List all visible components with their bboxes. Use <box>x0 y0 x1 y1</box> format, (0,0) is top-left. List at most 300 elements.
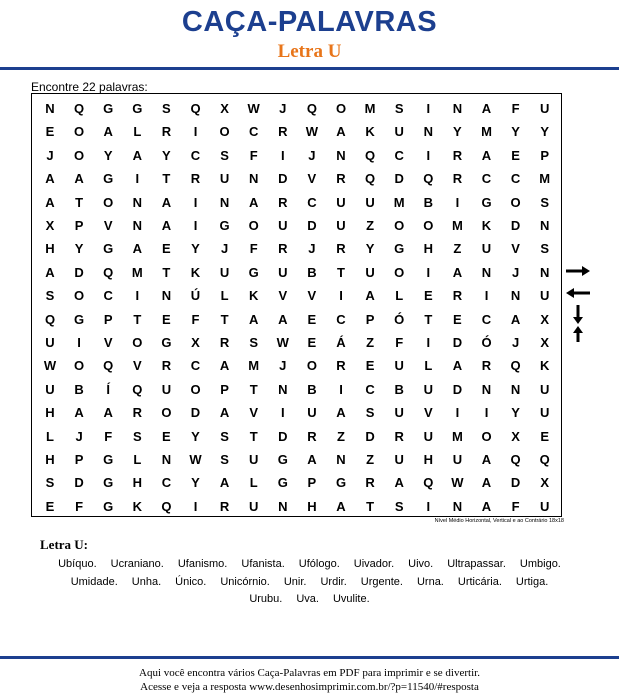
grid-cell: V <box>307 288 317 304</box>
grid-cell: W <box>43 358 57 374</box>
instructions: Encontre 22 palavras: <box>31 80 148 94</box>
grid-cell: M <box>248 358 260 374</box>
grid-cell: J <box>308 241 316 257</box>
grid-cell: U <box>539 288 550 304</box>
word-list-item: Urgente. <box>360 575 403 588</box>
grid-cell: J <box>511 335 520 350</box>
grid-cell: A <box>161 218 172 233</box>
grid-cell: R <box>452 171 463 187</box>
grid-cell: U <box>365 194 375 210</box>
grid-cell: R <box>219 498 230 514</box>
grid-cell: O <box>74 124 85 140</box>
grid-cell: O <box>248 218 259 233</box>
grid-cell: Z <box>366 335 375 350</box>
grid-cell: Y <box>191 241 200 257</box>
word-search-grid <box>31 93 562 517</box>
grid-cell: E <box>162 311 171 327</box>
grid-cell: O <box>132 335 143 350</box>
grid-cell: A <box>510 311 521 327</box>
grid-cell: Q <box>44 311 56 327</box>
grid-cell: W <box>305 124 319 140</box>
word-list-item: Ufanismo. <box>177 558 228 570</box>
grid-cell: I <box>426 335 431 350</box>
word-list-item: Uivador. <box>353 558 395 570</box>
grid-cell: R <box>365 475 375 491</box>
grid-cell: A <box>161 194 172 210</box>
direction-arrows <box>564 260 594 345</box>
grid-cell: M <box>539 171 551 187</box>
grid-cell: R <box>278 124 288 140</box>
grid-cell: Y <box>191 428 200 444</box>
grid-cell: F <box>511 498 520 514</box>
grid-cell: U <box>539 101 550 116</box>
grid-cell: B <box>394 381 404 397</box>
grid-cell: A <box>74 171 84 187</box>
grid-cell: X <box>220 101 229 116</box>
grid-cell: I <box>193 124 198 140</box>
grid-cell: A <box>219 358 230 374</box>
grid-cell: G <box>219 218 230 233</box>
grid-cell: W <box>247 101 260 116</box>
grid-cell: S <box>365 405 375 421</box>
grid-cell: O <box>510 194 521 210</box>
grid-cell: U <box>394 358 404 374</box>
grid-cell: I <box>484 405 489 421</box>
word-list-item: Ubíquo. <box>58 558 97 570</box>
grid-cell: P <box>365 311 375 327</box>
grid-cell: W <box>276 335 289 350</box>
grid-cell: U <box>365 264 375 280</box>
grid-cell: H <box>132 475 142 491</box>
grid-cell: X <box>511 428 520 444</box>
grid-cell: Q <box>132 381 143 397</box>
grid-cell: T <box>75 194 84 210</box>
grid-cell: K <box>132 498 142 514</box>
grid-cell: O <box>394 218 405 233</box>
grid-cell: U <box>481 241 492 257</box>
grid-cell: T <box>162 264 171 280</box>
grid-cell: A <box>45 194 55 210</box>
footer-rule <box>0 656 619 659</box>
grid-cell: A <box>365 288 375 304</box>
grid-cell: V <box>103 218 113 233</box>
grid-cell: A <box>248 194 259 210</box>
grid-cell: M <box>451 218 463 233</box>
grid-cell: S <box>220 147 229 163</box>
grid-cell: L <box>46 428 54 444</box>
grid-cell: G <box>103 171 114 187</box>
grid-cell: W <box>451 475 464 491</box>
grid-cell: D <box>394 171 404 187</box>
grid-cell: N <box>452 101 463 116</box>
grid-cell: C <box>190 358 201 374</box>
grid-cell: I <box>426 264 431 280</box>
grid-cell: S <box>45 475 55 491</box>
grid-cell: N <box>132 194 142 210</box>
grid-cell: Y <box>511 124 520 140</box>
grid-cell: M <box>364 101 376 116</box>
grid-cell: R <box>132 405 142 421</box>
grid-cell: I <box>135 171 140 187</box>
grid-cell: A <box>452 264 463 280</box>
grid-cell: X <box>540 311 550 327</box>
grid-cell: Q <box>423 171 434 187</box>
grid-cell: J <box>46 147 54 163</box>
grid-cell: T <box>162 171 171 187</box>
arrow-right-icon <box>566 266 590 276</box>
grid-cell: R <box>336 241 346 257</box>
grid-cell: B <box>307 264 317 280</box>
grid-cell: O <box>394 264 405 280</box>
grid-cell: D <box>307 218 317 233</box>
grid-cell: U <box>307 405 317 421</box>
grid-cell: N <box>452 498 463 514</box>
grid-cell: Q <box>423 475 434 491</box>
grid-cell: G <box>103 475 114 491</box>
grid-cell: T <box>220 311 229 327</box>
grid-cell: P <box>307 475 317 491</box>
grid-cell: G <box>277 452 288 467</box>
grid-cell: A <box>452 358 463 374</box>
grid-cell: Ú <box>190 288 201 304</box>
grid-cell: Q <box>539 452 550 467</box>
grid-cell: G <box>277 475 288 491</box>
grid-cell: I <box>135 288 140 304</box>
grid-cell: N <box>132 218 142 233</box>
grid-cell: I <box>426 147 431 163</box>
word-list-item: Ultrapassar. <box>447 558 506 570</box>
grid-cell: N <box>336 452 346 467</box>
grid-cell: A <box>481 475 492 491</box>
grid-cell: S <box>220 428 229 444</box>
grid-cell: Y <box>511 405 520 421</box>
grid-cell: F <box>249 241 258 257</box>
grid-cell: I <box>426 101 431 116</box>
grid-cell: A <box>394 475 404 491</box>
grid-cell: H <box>307 498 317 514</box>
grid-cell: J <box>308 147 316 163</box>
word-list-item: Único. <box>175 575 207 588</box>
grid-cell: V <box>511 241 520 257</box>
grid-cell: I <box>77 335 81 350</box>
grid-cell: Á <box>336 335 346 350</box>
grid-cell: S <box>540 241 550 257</box>
grid-cell: G <box>132 101 143 116</box>
grid-cell: A <box>307 452 317 467</box>
grid-cell: U <box>394 124 404 140</box>
grid-cell: C <box>248 124 259 140</box>
grid-cell: A <box>248 311 259 327</box>
grid-cell: O <box>335 101 347 116</box>
grid-cell: E <box>307 311 317 327</box>
grid-cell: L <box>133 452 142 467</box>
grid-cell: Q <box>103 264 114 280</box>
grid-cell: X <box>45 218 55 233</box>
grid-cell: A <box>481 147 492 163</box>
grid-cell: U <box>45 335 55 350</box>
grid-cell: V <box>278 288 288 304</box>
grid-cell: D <box>278 428 288 444</box>
grid-cell: H <box>423 241 433 257</box>
word-list-item: Umidade. <box>70 575 118 588</box>
grid-cell: O <box>306 358 317 374</box>
grid-cell: V <box>307 171 317 187</box>
word-list-title: Letra U: <box>40 537 89 552</box>
grid-cell: E <box>365 358 375 374</box>
grid-cell: I <box>339 381 343 397</box>
grid-cell: Y <box>191 475 200 491</box>
grid-cell: I <box>193 498 198 514</box>
grid-cell: Q <box>161 498 172 514</box>
grid-cell: V <box>423 405 433 421</box>
grid-cell: A <box>219 475 230 491</box>
grid-cell: S <box>394 101 404 116</box>
grid-cell: X <box>540 475 550 491</box>
grid-cell: E <box>45 498 55 514</box>
grid-cell: R <box>481 358 492 374</box>
word-list-item: Ucraniano. <box>110 558 164 570</box>
grid-cell: A <box>219 405 230 421</box>
grid-cell: W <box>189 452 202 467</box>
grid-cell: C <box>481 171 492 187</box>
grid-cell: Z <box>366 218 375 233</box>
grid-cell: U <box>394 405 404 421</box>
grid-cell: O <box>74 358 85 374</box>
grid-cell: E <box>511 147 520 163</box>
grid-cell: I <box>339 288 343 304</box>
grid-cell: N <box>278 498 288 514</box>
grid-cell: Y <box>103 147 113 163</box>
grid-cell: F <box>104 428 113 444</box>
grid-cell: I <box>280 147 285 163</box>
footer-line-2: Acesse e veja a resposta www.desenhosimprimir.com.br/?p=11540/#resposta <box>140 681 479 693</box>
grid-cell: U <box>278 264 288 280</box>
grid-cell: R <box>394 428 404 444</box>
page-subtitle: Letra U <box>277 41 342 62</box>
grid-cell: D <box>74 264 84 280</box>
grid-cell: U <box>336 218 346 233</box>
grid-cell: Y <box>74 241 84 257</box>
grid-cell: L <box>220 288 229 304</box>
grid-cell: C <box>510 171 521 187</box>
grid-cell: Z <box>453 241 462 257</box>
grid-cell: A <box>103 405 113 421</box>
grid-cell: T <box>249 381 258 397</box>
grid-cell: Ó <box>394 311 405 327</box>
word-list <box>16 556 603 609</box>
grid-cell: M <box>393 194 405 210</box>
grid-cell: N <box>219 194 230 210</box>
word-list-item: Unha. <box>131 575 162 588</box>
grid-cell: G <box>335 475 347 491</box>
grid-cell: R <box>307 428 317 444</box>
grid-cell: P <box>74 218 84 233</box>
grid-cell: U <box>336 194 346 210</box>
grid-cell: Q <box>365 147 376 163</box>
grid-cell: I <box>426 498 431 514</box>
grid-cell: D <box>452 335 463 350</box>
grid-cell: O <box>74 147 85 163</box>
grid-cell: L <box>395 288 404 304</box>
word-list-item: Umbigo. <box>519 558 561 570</box>
grid-cell: O <box>423 218 434 233</box>
grid-cell: U <box>219 264 230 280</box>
grid-cell: B <box>74 381 84 397</box>
grid-cell: G <box>74 311 85 327</box>
grid-cell: N <box>539 264 550 280</box>
grid-cell: U <box>423 428 433 444</box>
grid-cell: O <box>161 405 172 421</box>
grid-cell: T <box>249 428 258 444</box>
grid-cell: E <box>162 428 171 444</box>
page-title: CAÇA-PALAVRAS <box>181 6 438 38</box>
grid-cell: D <box>278 171 288 187</box>
grid-cell: G <box>103 452 114 467</box>
grid-cell: Y <box>365 241 375 257</box>
grid-cell: Q <box>103 358 114 374</box>
grid-cell: O <box>190 381 201 397</box>
grid-cell: N <box>336 147 346 163</box>
grid-cell: R <box>278 241 288 257</box>
grid-cell: E <box>453 311 462 327</box>
grid-cell: Y <box>162 147 171 163</box>
word-list-item: Unir. <box>283 575 307 588</box>
grid-cell: F <box>191 311 200 327</box>
grid-cell: I <box>280 405 285 421</box>
grid-cell: N <box>45 101 55 116</box>
grid-cell: Z <box>337 428 345 444</box>
grid-cell: K <box>190 264 201 280</box>
grid-cell: R <box>161 358 172 374</box>
grid-cell: P <box>220 381 229 397</box>
grid-cell: C <box>190 147 201 163</box>
grid-cell: E <box>423 288 433 304</box>
grid-cell: D <box>365 428 375 444</box>
grid-cell: N <box>278 381 288 397</box>
grid-cell: Y <box>540 124 550 140</box>
grid-cell: B <box>423 194 433 210</box>
grid-cell: K <box>481 218 492 233</box>
grid-cell: J <box>220 241 229 257</box>
word-list-item: Urubu. <box>249 593 283 605</box>
word-list-item: Uvulite. <box>332 593 370 605</box>
grid-cell: A <box>481 498 492 514</box>
grid-cell: I <box>193 194 198 210</box>
grid-cell: V <box>103 335 113 350</box>
grid-cell: G <box>103 498 114 514</box>
grid-cell: O <box>103 194 114 210</box>
grid-cell: M <box>451 428 463 444</box>
grid-cell: A <box>132 241 142 257</box>
grid-cell: H <box>45 452 55 467</box>
grid-cell: Y <box>453 124 462 140</box>
grid-cell: Q <box>365 171 376 187</box>
grid-cell: M <box>131 264 143 280</box>
grid-cell: Ó <box>481 335 492 350</box>
arrow-up-icon <box>573 326 583 342</box>
grid-cell: N <box>510 381 521 397</box>
grid-cell: N <box>423 124 433 140</box>
grid-cell: R <box>336 171 346 187</box>
grid-cell: I <box>455 194 460 210</box>
grid-cell: O <box>74 288 85 304</box>
grid-cell: H <box>423 452 433 467</box>
word-list-item: Uivo. <box>408 558 434 570</box>
grid-cell: D <box>510 475 521 491</box>
grid-cell: A <box>74 405 84 421</box>
grid-cell: O <box>219 124 230 140</box>
footer-line-1: Aqui você encontra vários Caça-Palavras em PDF para imprimir e se divertir. <box>139 667 480 679</box>
grid-cell: R <box>452 288 463 304</box>
grid-cell: V <box>249 405 259 421</box>
grid-cell: C <box>394 147 404 163</box>
grid-cell: U <box>248 498 259 514</box>
grid-cell: N <box>510 288 521 304</box>
grid-cell: C <box>365 381 375 397</box>
grid-cell: E <box>162 241 171 257</box>
grid-cell: F <box>249 147 258 163</box>
grid-cell: J <box>279 358 287 374</box>
grid-cell: F <box>511 101 520 116</box>
difficulty-note: Nível Médio Horizontal, Vertical e ao Contrário 18x18 <box>434 518 564 524</box>
word-list-item: Urticária. <box>457 575 502 588</box>
grid-cell: G <box>103 241 114 257</box>
grid-cell: K <box>248 288 259 304</box>
grid-cell: D <box>74 475 84 491</box>
grid-cell: A <box>336 405 346 421</box>
grid-cell: Í <box>106 381 110 397</box>
grid-cell: R <box>278 194 288 210</box>
grid-cell: Q <box>510 358 521 374</box>
grid-cell: J <box>511 264 520 280</box>
grid-cell: T <box>337 264 345 280</box>
grid-cell: R <box>161 124 172 140</box>
grid-cell: J <box>75 428 83 444</box>
grid-cell: A <box>132 147 142 163</box>
grid-cell: Q <box>190 101 201 116</box>
grid-cell: N <box>161 452 172 467</box>
header-rule <box>0 67 619 70</box>
grid-cell: R <box>452 147 463 163</box>
grid-cell: C <box>103 288 113 304</box>
grid-cell: N <box>161 288 172 304</box>
grid-cell: I <box>484 288 489 304</box>
grid-cell: Q <box>74 101 85 116</box>
grid-cell: P <box>74 452 84 467</box>
grid-cell: R <box>190 171 201 187</box>
word-list-item: Urtiga. <box>515 575 549 588</box>
grid-cell: U <box>45 381 55 397</box>
grid-cell: S <box>394 498 404 514</box>
grid-cell: F <box>75 498 84 514</box>
grid-cell: B <box>307 381 317 397</box>
grid-cell: X <box>191 335 200 350</box>
grid-cell: N <box>539 218 550 233</box>
word-list-item: Urdir. <box>320 575 347 588</box>
word-list-item: Uva. <box>296 593 319 605</box>
grid-cell: F <box>395 335 404 350</box>
grid-cell: V <box>132 358 142 374</box>
word-list-item: Ufanista. <box>241 558 285 570</box>
grid-cell: H <box>45 405 55 421</box>
grid-cell: N <box>481 264 492 280</box>
grid-cell: U <box>278 218 288 233</box>
grid-cell: Q <box>306 101 317 116</box>
grid-cell: I <box>455 405 460 421</box>
grid-cell: S <box>132 428 142 444</box>
grid-cell: T <box>366 498 375 514</box>
grid-cell: E <box>45 124 55 140</box>
